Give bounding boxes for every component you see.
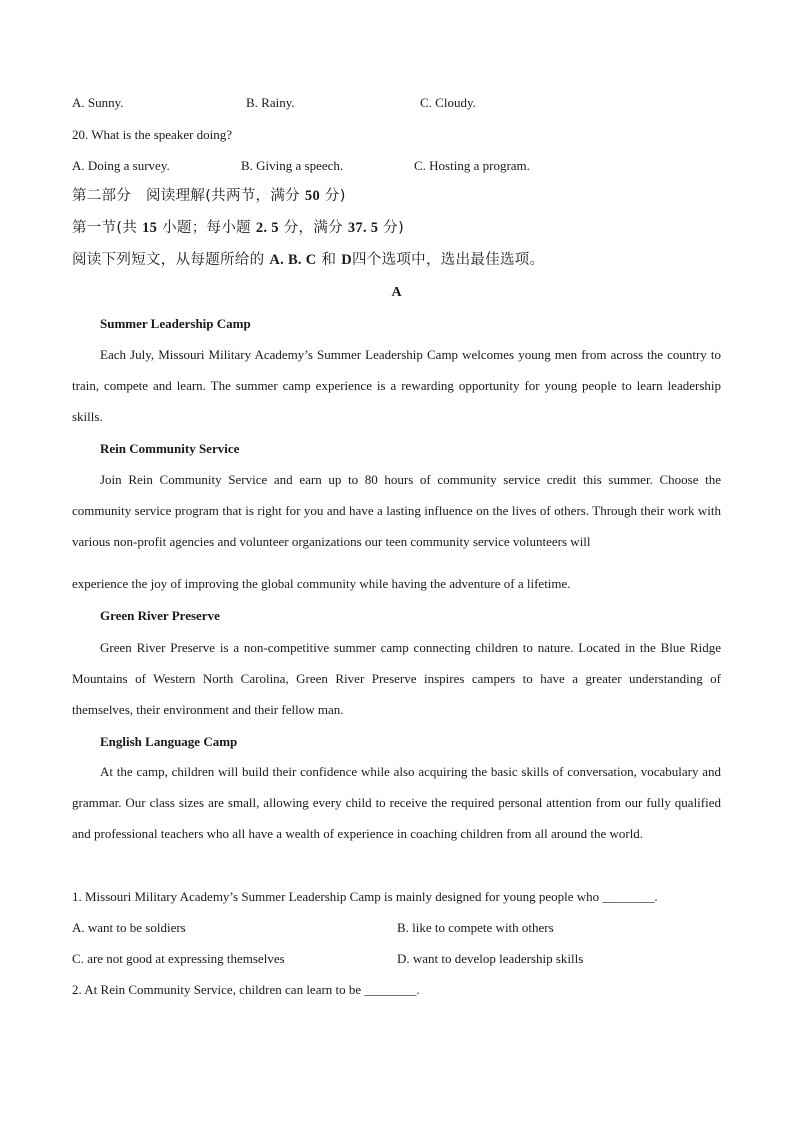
q1-option-b: B. like to compete with others xyxy=(397,920,554,935)
instr-d: D xyxy=(341,252,352,268)
instr-tail: 四个选项中，选出最佳选项。 xyxy=(351,252,545,268)
sub-count: 15 xyxy=(142,220,158,236)
section-sub-heading xyxy=(72,220,721,236)
q1-option-a: A. want to be soldiers xyxy=(72,920,186,935)
camp-title-green-river: Green River Preserve xyxy=(100,608,220,623)
instr-and: 和 xyxy=(321,252,337,268)
part-tail: 分) xyxy=(324,188,346,204)
part-score: 50 xyxy=(304,188,320,204)
sub-each: 2. 5 xyxy=(255,220,279,236)
camp-text-summer-leadership: Each July, Missouri Military Academy’s Summer Leadership Camp welcomes young men from across the country to train, compete and learn. The summer camp experience is a rewarding opportunity for young people to learn leadership skills. xyxy=(72,347,721,424)
camp-text-rein: Join Rein Community Service and earn up to 80 hours of community service credit this summer. Choose the community service program that is right for you and have a lasting influence on the lives of others. Through their work with various non-profit agencies and volunteer organizations our teen community service volunteers will xyxy=(72,472,721,549)
sub-label: 第一节(共 xyxy=(72,220,138,236)
camp-text-english: At the camp, children will build their confidence while also acquiring the basic skills of conversation, vocabulary and grammar. Our class sizes are small, allowing every child to receive the required personal attention from our fully qualified and professional teachers who all have a wealth of experience in coaching children from all around the world. xyxy=(72,764,721,841)
camp-title-rein: Rein Community Service xyxy=(100,441,240,456)
q20-option-a: A. Doing a survey. xyxy=(72,158,170,173)
camp-title-english: English Language Camp xyxy=(100,734,238,749)
q19-option-c: C. Cloudy. xyxy=(420,95,476,110)
sub-mid: 小题；每小题 xyxy=(162,220,251,236)
q1-option-d: D. want to develop leadership skills xyxy=(397,951,584,966)
q1-option-c: C. are not good at expressing themselves xyxy=(72,951,285,966)
section-instructions xyxy=(72,252,721,268)
q1-question: 1. Missouri Military Academy’s Summer Leadership Camp is mainly designed for young people who ________. xyxy=(72,889,658,904)
sub-mid2: 分，满分 xyxy=(283,220,343,236)
q2-question: 2. At Rein Community Service, children can learn to be ________. xyxy=(72,982,420,997)
passage-letter: A xyxy=(391,285,402,300)
sub-total: 37. 5 xyxy=(347,220,379,236)
part-label: 第二部分 阅读理解(共两节，满分 xyxy=(72,188,300,204)
q19-option-b: B. Rainy. xyxy=(246,95,295,110)
instr-opts: A. B. C xyxy=(269,252,317,268)
sub-tail: 分) xyxy=(383,220,405,236)
q20-option-c: C. Hosting a program. xyxy=(414,158,530,173)
q20-question: 20. What is the speaker doing? xyxy=(72,127,233,142)
section-part-heading xyxy=(72,188,721,204)
q19-option-a: A. Sunny. xyxy=(72,95,124,110)
camp-text-rein-cont: experience the joy of improving the global community while having the adventure of a lifetime. xyxy=(72,576,571,591)
camp-text-green-river: Green River Preserve is a non-competitive summer camp connecting children to nature. Located in the Blue Ridge Mountains of Western North Carolina, Green River Preserve inspires campers to have a greater understanding of themselves, their environment and their fellow man. xyxy=(72,640,721,717)
instr-pre: 阅读下列短文，从每题所给的 xyxy=(72,252,265,268)
camp-title-summer-leadership: Summer Leadership Camp xyxy=(100,316,251,331)
q20-option-b: B. Giving a speech. xyxy=(241,158,344,173)
